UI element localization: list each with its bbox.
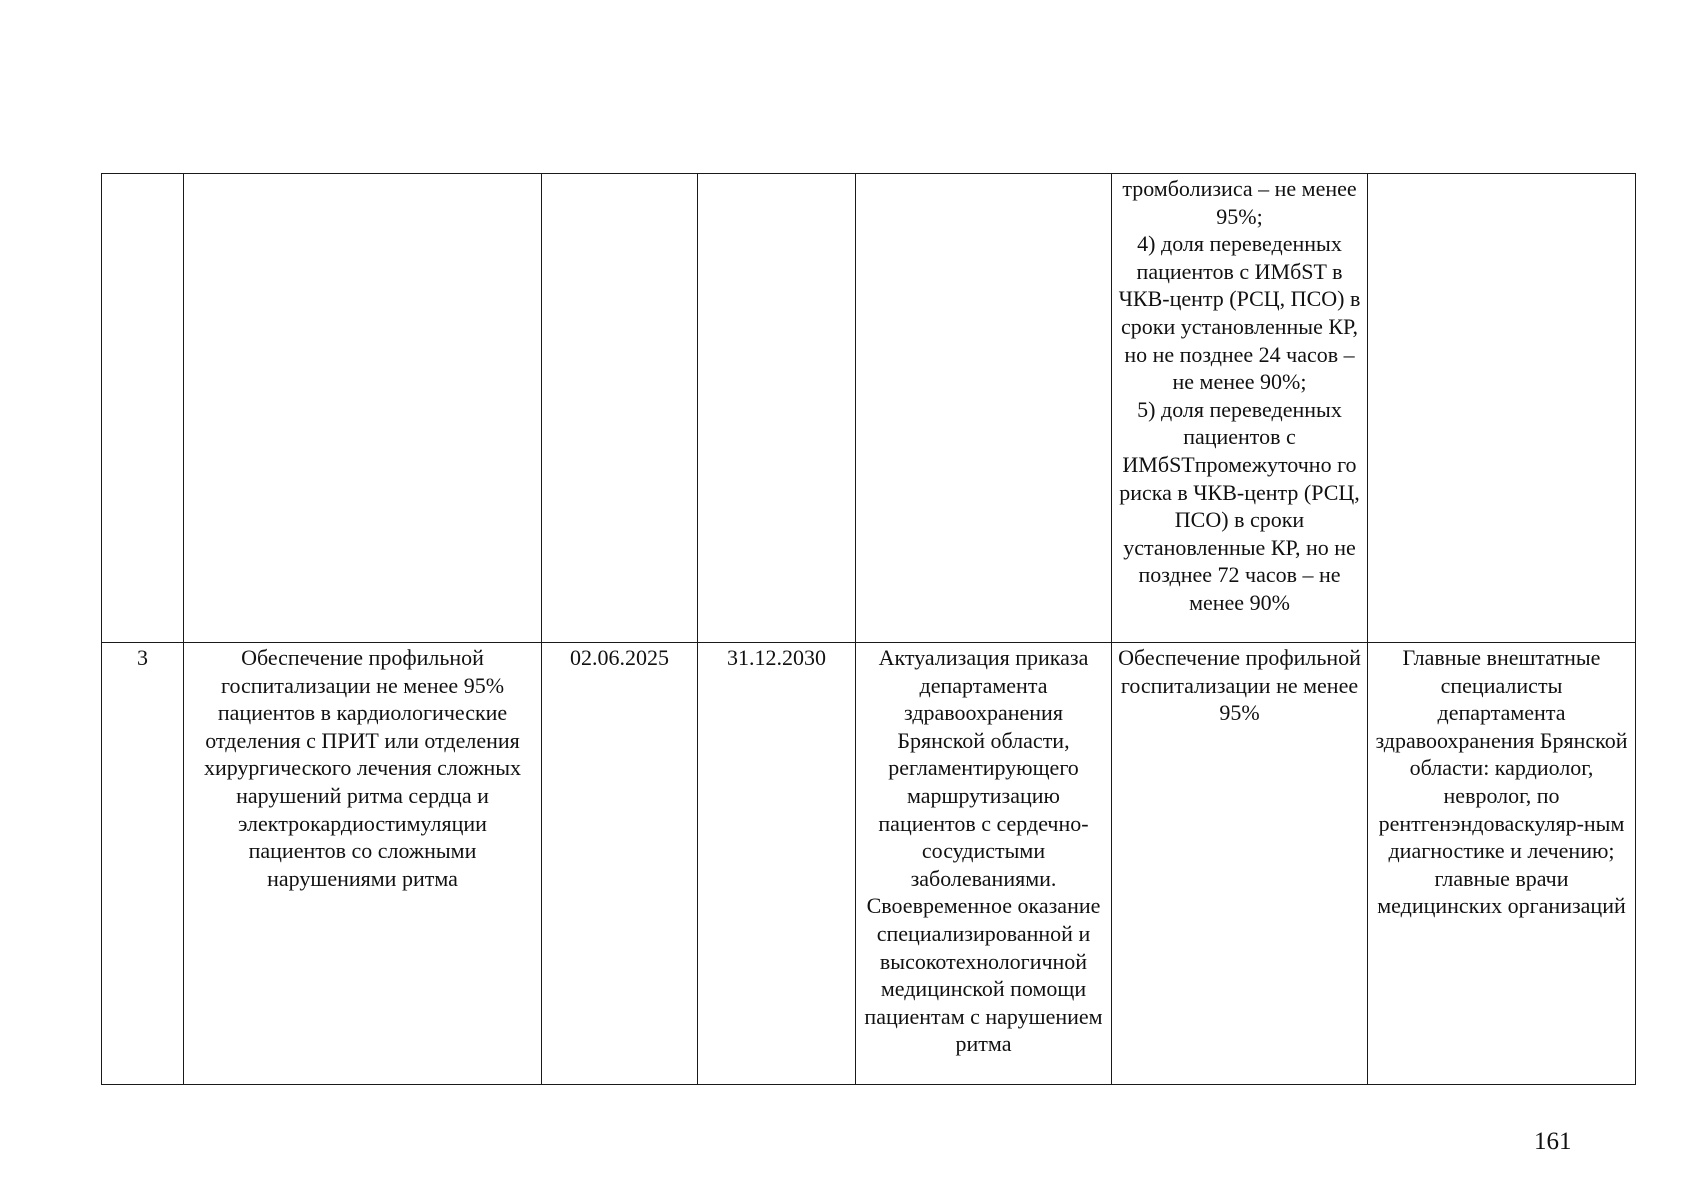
cell-responsible bbox=[1368, 174, 1636, 643]
cell-indicators: Обеспечение профильной госпитализации не менее 95% bbox=[1112, 643, 1368, 1085]
cell-responsible: Главные внештатные специалисты департамента здравоохранения Брянской области: кардиолог, невролог, по рентгенэндоваскуляр-ным диагностике и лечению; главные врачи медицинских организаций bbox=[1368, 643, 1636, 1085]
cell-indicators: тромболизиса – не менее 95%; 4) доля переведенных пациентов с ИМбST в ЧКВ-центр (РСЦ, ПСО) в сроки установленные КР, но не позднее 24 часов – не менее 90%; 5) доля переведенных пациентов с ИМбSTпромежуточно го риска в ЧКВ-центр (РСЦ, ПСО) в сроки установленные КР, но не позднее 72 часов – не менее 90% bbox=[1112, 174, 1368, 643]
cell-number: 3 bbox=[102, 643, 184, 1085]
cell-end-date bbox=[698, 174, 856, 643]
cell-start-date bbox=[542, 174, 698, 643]
cell-measure: Обеспечение профильной госпитализации не менее 95% пациентов в кардиологические отделения с ПРИТ или отделения хирургического лечения сложных нарушений ритма сердца и электрокардиостимуляции пациентов со сложными нарушениями ритма bbox=[184, 643, 542, 1085]
table-row-continued bbox=[102, 174, 1636, 643]
table-row-3 bbox=[102, 643, 1636, 1085]
cell-measure bbox=[184, 174, 542, 643]
cell-end-date: 31.12.2030 bbox=[698, 643, 856, 1085]
cell-description bbox=[856, 174, 1112, 643]
page-number: 161 bbox=[1534, 1128, 1572, 1155]
cell-number bbox=[102, 174, 184, 643]
cell-start-date: 02.06.2025 bbox=[542, 643, 698, 1085]
measures-table bbox=[101, 173, 1636, 1085]
cell-description: Актуализация приказа департамента здравоохранения Брянской области, регламентирующего маршрутизацию пациентов с сердечно-сосудистыми заболеваниями. Своевременное оказание специализированной и высокотехнологичной медицинской помощи пациентам с нарушением ритма bbox=[856, 643, 1112, 1085]
